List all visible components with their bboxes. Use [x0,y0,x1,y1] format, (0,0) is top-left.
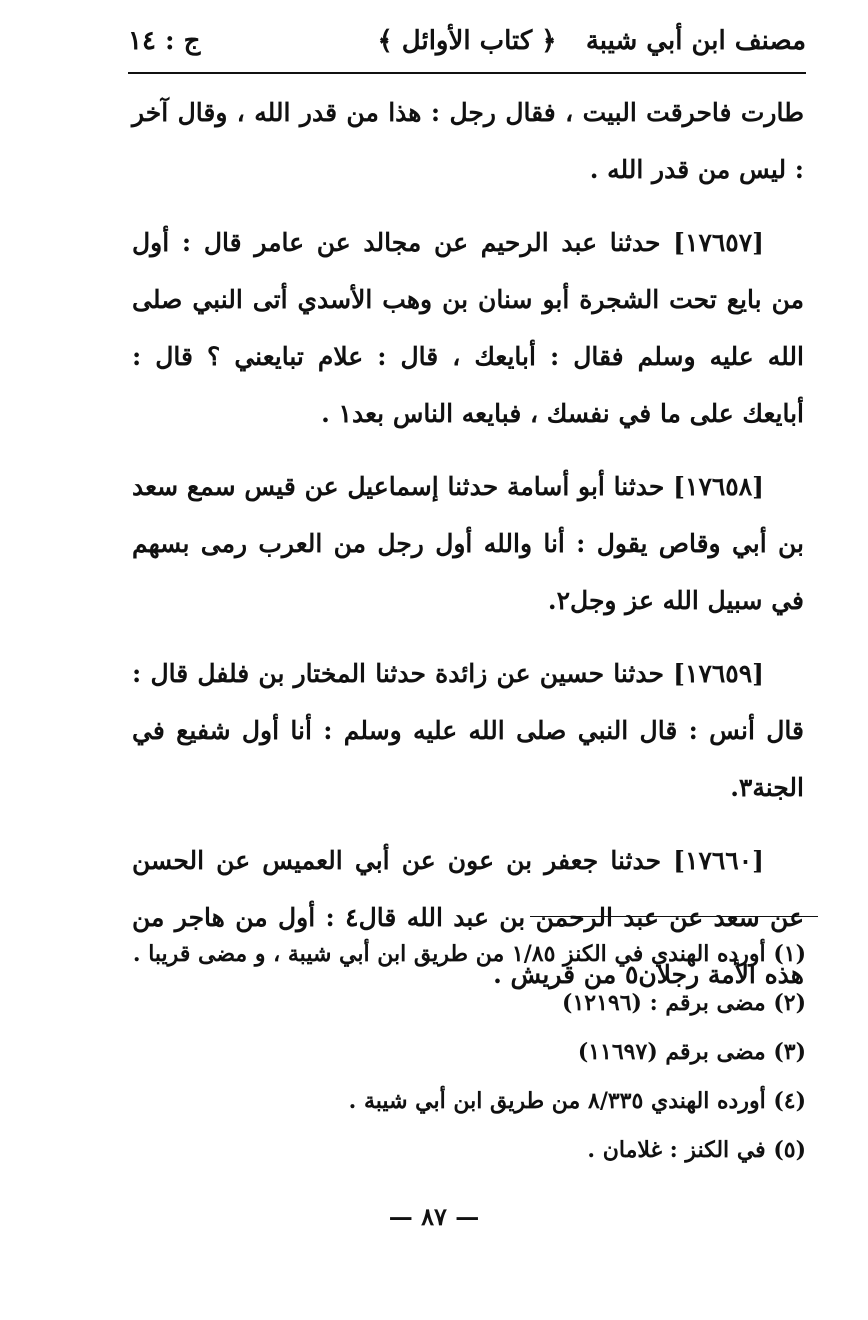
paragraph-text: حدثنا أبو أسامة حدثنا إسماعيل عن قيس سمع سعد بن أبي وقاص يقول : أنا والله أول رجل من العرب رمى بسهم في سبيل الله عز وجل٢. [132,472,804,615]
main-text [132,84,804,1003]
paragraph-text: طارت فاحرقت البيت ، فقال رجل : هذا من قدر الله ، وقال آخر : ليس من قدر الله . [132,98,804,184]
paragraph-continuation [132,84,804,198]
page-header [128,22,806,70]
paragraph-text: حدثنا عبد الرحيم عن مجالد عن عامر قال : أول من بايع تحت الشجرة أبو سنان بن وهب الأسدي أتى النبي صلى الله عليه وسلم فقال : أبايعك ، قال : علام تبايعني ؟ قال : أبايعك على ما في نفسك ، فبايعه الناس بعد١ . [132,228,804,428]
hadith-number: [١٧٦٥٨] [673,472,764,501]
hadith-paragraph [132,458,804,629]
hadith-number: [١٧٦٥٧] [673,228,764,257]
footnote: (٣) مضى برقم (١١٦٩٧) [577,1039,806,1065]
footnote: (١) أورده الهندي في الكنز ١/٨٥ من طريق ابن أبي شيبة ، و مضى قريبا . [132,941,806,967]
footnote: (٤) أورده الهندي ٨/٣٣٥ من طريق ابن أبي شيبة . [348,1088,806,1114]
hadith-number: [١٧٦٦٠] [673,846,764,875]
book-title: مصنف ابن أبي شيبة [585,26,806,56]
chapter-title: ﴿ كتاب الأوائل ﴾ [377,26,557,56]
footnotes [128,930,806,1175]
hadith-number: [١٧٦٥٩] [673,659,764,688]
page-number: — ٨٧ — [388,1202,480,1231]
paragraph-text: حدثنا حسين عن زائدة حدثنا المختار بن فلفل قال : قال أنس : قال النبي صلى الله عليه وسلم : أنا أول شفيع في الجنة٣. [132,659,804,802]
hadith-paragraph [132,645,804,816]
footnote: (٢) مضى برقم : (١٢١٩٦) [562,990,806,1016]
paragraph-text: حدثنا جعفر بن عون عن أبي العميس عن الحسن عن سعد عن عبد الرحمن بن عبد الله قال٤ : أول من هاجر من هذه الأمة رجلان٥ من قريش . [132,846,804,989]
volume-label: ج : ١٤ [128,26,201,56]
footnote-divider [530,916,818,917]
hadith-paragraph [132,214,804,442]
footnote: (٥) في الكنز : غلامان . [587,1137,806,1163]
header-divider [128,72,806,74]
